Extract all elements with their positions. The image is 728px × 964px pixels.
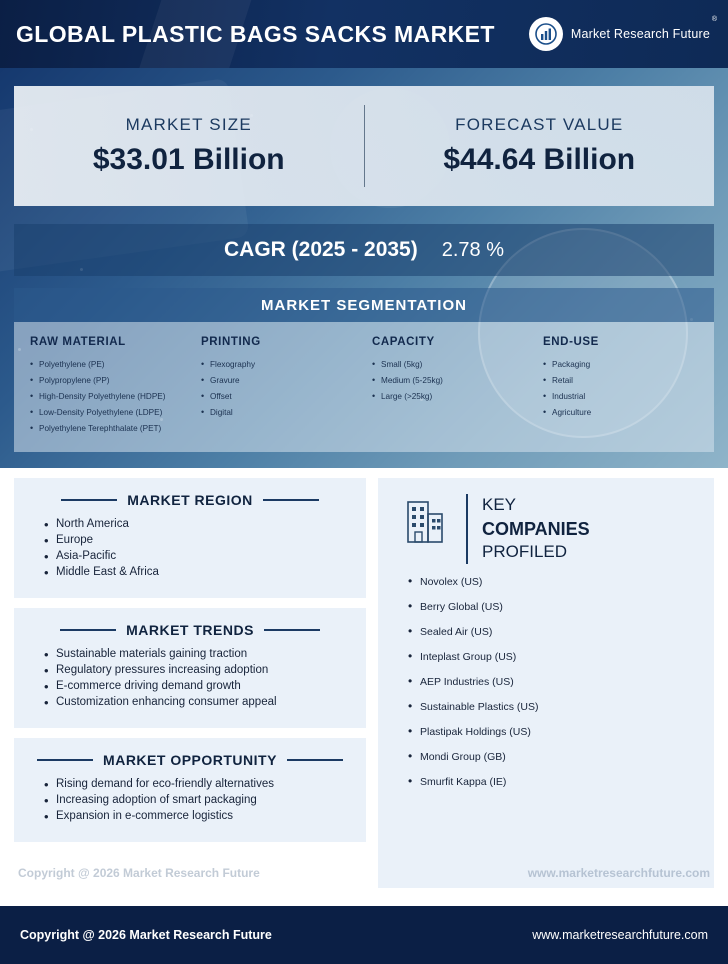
key-companies-line1: KEY [482,495,517,514]
segment-raw-material [22,336,193,452]
watermark-copyright: Copyright @ 2026 Market Research Future [18,866,260,880]
body-section [0,468,728,888]
list-item: • Expansion in e-commerce logistics [44,810,350,822]
list-item: • Regulatory pressures increasing adoption [44,664,350,676]
segment-title: PRINTING [201,336,261,348]
list-item: • Novolex (US) [408,576,696,588]
left-column [14,478,366,888]
list-item: • E-commerce driving demand growth [44,680,350,692]
chart-bars-icon [529,17,563,51]
list-item: • Rising demand for eco-friendly alternatives [44,778,350,790]
hero-section [0,68,728,468]
list-item: • Polypropylene (PP) [30,376,193,385]
segmentation-band [14,288,714,322]
list-item: • Smurfit Kappa (IE) [408,776,696,788]
list-item: • Retail [543,376,706,385]
page-footer [0,906,728,964]
list-item: • Large (>25kg) [372,392,535,401]
brand-logo[interactable] [529,16,717,51]
segment-list [372,360,535,401]
list-item: • Agriculture [543,408,706,417]
divider [264,629,320,631]
card-heading [30,752,350,768]
list-item: • Packaging [543,360,706,369]
divider [60,629,116,631]
segmentation-title: MARKET SEGMENTATION [261,296,467,314]
market-size-stat [14,115,364,177]
card-list [30,778,350,822]
market-region-card [14,478,366,598]
key-companies-list [396,576,696,788]
card-title: MARKET REGION [127,492,253,508]
divider [263,499,319,501]
card-list [30,518,350,578]
card-list [30,648,350,708]
cagr-band [14,224,714,276]
segment-title: CAPACITY [372,336,435,348]
segment-end-use [535,336,706,452]
list-item: • Middle East & Africa [44,566,350,578]
market-opportunity-card [14,738,366,842]
divider [287,759,343,761]
list-item: • Gravure [201,376,364,385]
list-item: • Industrial [543,392,706,401]
list-item: • Plastipak Holdings (US) [408,726,696,738]
forecast-value-value: $44.64 Billion [443,143,636,176]
list-item: • Berry Global (US) [408,601,696,613]
list-item: • Inteplast Group (US) [408,651,696,663]
segment-title: END-USE [543,336,599,348]
market-trends-card [14,608,366,728]
key-companies-title [466,494,590,564]
key-companies-line2: COMPANIES [482,518,590,539]
card-heading [30,622,350,638]
card-heading [30,492,350,508]
forecast-value-label: FORECAST VALUE [455,115,624,134]
page-header [0,0,728,68]
list-item: • Sealed Air (US) [408,626,696,638]
footer-copyright: Copyright @ 2026 Market Research Future [20,928,272,942]
list-item: • Flexography [201,360,364,369]
right-column [378,478,714,888]
segment-printing [193,336,364,452]
market-size-label: MARKET SIZE [125,115,252,134]
segment-title: RAW MATERIAL [30,336,126,348]
list-item: • Europe [44,534,350,546]
card-title: MARKET TRENDS [126,622,254,638]
divider [61,499,117,501]
list-item: • Polyethylene Terephthalate (PET) [30,424,193,433]
list-item: • North America [44,518,350,530]
building-icon [396,494,452,550]
footer-website-link[interactable]: www.marketresearchfuture.com [532,928,708,942]
list-item: • Digital [201,408,364,417]
list-item: • Sustainable Plastics (US) [408,701,696,713]
key-companies-line3: PROFILED [482,542,568,562]
forecast-value-stat [365,115,715,177]
list-item: • Customization enhancing consumer appeal [44,696,350,708]
brand-name: Market Research Future [570,27,710,41]
watermark-website: www.marketresearchfuture.com [527,866,710,880]
segment-list [543,360,706,417]
list-item: • AEP Industries (US) [408,676,696,688]
divider [37,759,93,761]
key-companies-card [378,478,714,888]
page-title: GLOBAL PLASTIC BAGS SACKS MARKET [16,20,495,47]
card-title: MARKET OPPORTUNITY [103,752,277,768]
list-item: • Low-Density Polyethylene (LDPE) [30,408,193,417]
registered-mark-icon: ® [711,16,717,23]
segment-capacity [364,336,535,452]
segment-list [201,360,364,417]
segmentation-columns [14,322,714,452]
list-item: • Sustainable materials gaining traction [44,648,350,660]
segment-list [30,360,193,433]
list-item: • Polyethylene (PE) [30,360,193,369]
list-item: • Medium (5-25kg) [372,376,535,385]
market-size-value: $33.01 Billion [92,143,285,176]
key-companies-heading [396,494,696,564]
list-item: • Small (5kg) [372,360,535,369]
list-item: • Offset [201,392,364,401]
cagr-label: CAGR (2025 - 2035) [223,238,418,261]
stats-band [14,86,714,206]
list-item: • Mondi Group (GB) [408,751,696,763]
list-item: • High-Density Polyethylene (HDPE) [30,392,193,401]
list-item: • Increasing adoption of smart packaging [44,794,350,806]
cagr-value: 2.78 % [441,238,504,261]
list-item: • Asia-Pacific [44,550,350,562]
